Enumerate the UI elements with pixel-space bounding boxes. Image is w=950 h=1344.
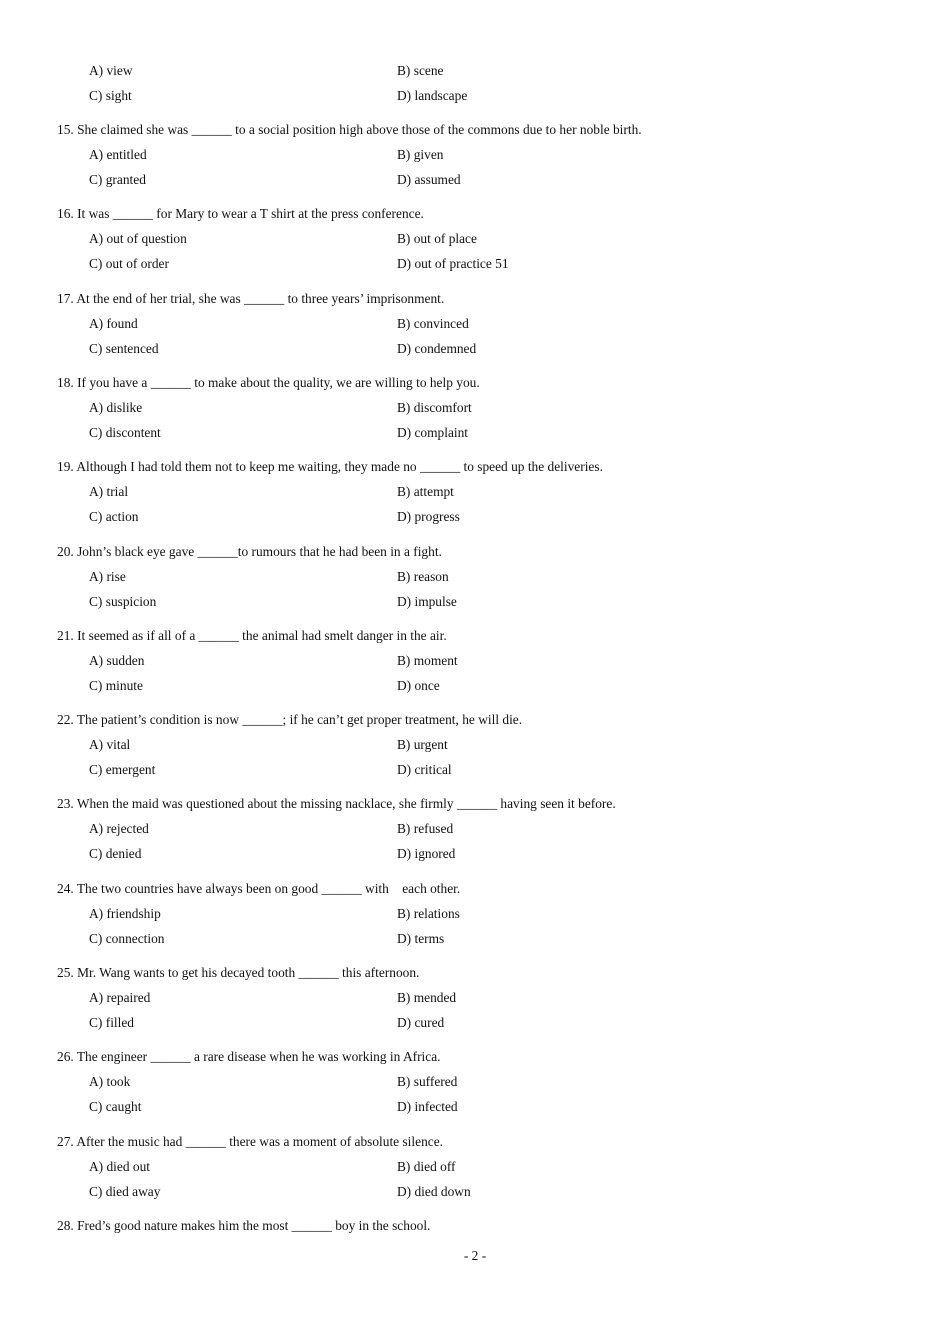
option-c: C) suspicion xyxy=(89,594,157,609)
question-text: 20. John’s black eye gave ______to rumours that he had been in a fight. xyxy=(57,544,442,559)
question-text: 26. The engineer ______ a rare disease when he was working in Africa. xyxy=(57,1049,441,1064)
option-a: A) took xyxy=(89,1074,131,1089)
option-c: C) filled xyxy=(89,1015,134,1030)
option-b: B) relations xyxy=(397,906,460,921)
option-a: A) view xyxy=(89,63,133,78)
option-a: A) out of question xyxy=(89,231,187,246)
option-d: D) critical xyxy=(397,762,452,777)
question-text: 18. If you have a ______ to make about the quality, we are willing to help you. xyxy=(57,375,480,390)
option-c: C) granted xyxy=(89,172,146,187)
option-a: A) friendship xyxy=(89,906,161,921)
option-b: B) discomfort xyxy=(397,400,472,415)
option-b: B) scene xyxy=(397,63,444,78)
option-b: B) out of place xyxy=(397,231,477,246)
question-text: 23. When the maid was questioned about the missing nacklace, she firmly ______ having seen it before. xyxy=(57,796,616,811)
option-d: D) progress xyxy=(397,509,460,524)
option-a: A) vital xyxy=(89,737,131,752)
option-a: A) sudden xyxy=(89,653,145,668)
option-c: C) sight xyxy=(89,88,132,103)
option-d: D) assumed xyxy=(397,172,461,187)
option-c: C) connection xyxy=(89,931,165,946)
option-b: B) moment xyxy=(397,653,458,668)
question-text: 16. It was ______ for Mary to wear a T shirt at the press conference. xyxy=(57,206,424,221)
option-d: D) infected xyxy=(397,1099,458,1114)
option-c: C) caught xyxy=(89,1099,142,1114)
option-b: B) died off xyxy=(397,1159,456,1174)
option-c: C) discontent xyxy=(89,425,161,440)
question-text: 28. Fred’s good nature makes him the most ______ boy in the school. xyxy=(57,1218,431,1233)
option-d: D) cured xyxy=(397,1015,445,1030)
option-a: A) dislike xyxy=(89,400,143,415)
option-b: B) reason xyxy=(397,569,449,584)
option-c: C) minute xyxy=(89,678,143,693)
option-c: C) sentenced xyxy=(89,341,159,356)
option-c: C) died away xyxy=(89,1184,161,1199)
option-b: B) urgent xyxy=(397,737,448,752)
option-a: A) rise xyxy=(89,569,126,584)
option-a: A) entitled xyxy=(89,147,147,162)
question-text: 27. After the music had ______ there was a moment of absolute silence. xyxy=(57,1134,443,1149)
question-text: 15. She claimed she was ______ to a social position high above those of the commons due to her noble birth. xyxy=(57,122,642,137)
question-text: 19. Although I had told them not to keep me waiting, they made no ______ to speed up the deliveries. xyxy=(57,459,603,474)
option-b: B) suffered xyxy=(397,1074,458,1089)
option-d: D) terms xyxy=(397,931,445,946)
question-text: 21. It seemed as if all of a ______ the animal had smelt danger in the air. xyxy=(57,628,447,643)
option-a: A) trial xyxy=(89,484,129,499)
option-c: C) emergent xyxy=(89,762,156,777)
option-d: D) once xyxy=(397,678,440,693)
option-d: D) ignored xyxy=(397,846,456,861)
option-d: D) complaint xyxy=(397,425,469,440)
option-d: D) landscape xyxy=(397,88,468,103)
option-b: B) given xyxy=(397,147,444,162)
option-d: D) impulse xyxy=(397,594,457,609)
option-d: D) condemned xyxy=(397,341,477,356)
page-number: - 2 - xyxy=(463,1248,487,1263)
option-d: D) out of practice 51 xyxy=(397,256,509,271)
option-c: C) denied xyxy=(89,846,142,861)
question-text: 25. Mr. Wang wants to get his decayed tooth ______ this afternoon. xyxy=(57,965,420,980)
option-c: C) action xyxy=(89,509,139,524)
question-text: 17. At the end of her trial, she was ______ to three years’ imprisonment. xyxy=(57,291,445,306)
option-b: B) attempt xyxy=(397,484,454,499)
option-a: A) died out xyxy=(89,1159,150,1174)
option-a: A) found xyxy=(89,316,138,331)
option-b: B) convinced xyxy=(397,316,469,331)
option-b: B) refused xyxy=(397,821,454,836)
option-c: C) out of order xyxy=(89,256,169,271)
question-text: 24. The two countries have always been on good ______ with each other. xyxy=(57,881,461,896)
option-a: A) repaired xyxy=(89,990,151,1005)
option-d: D) died down xyxy=(397,1184,471,1199)
question-text: 22. The patient’s condition is now ______; if he can’t get proper treatment, he will die. xyxy=(57,712,523,727)
option-b: B) mended xyxy=(397,990,457,1005)
option-a: A) rejected xyxy=(89,821,149,836)
